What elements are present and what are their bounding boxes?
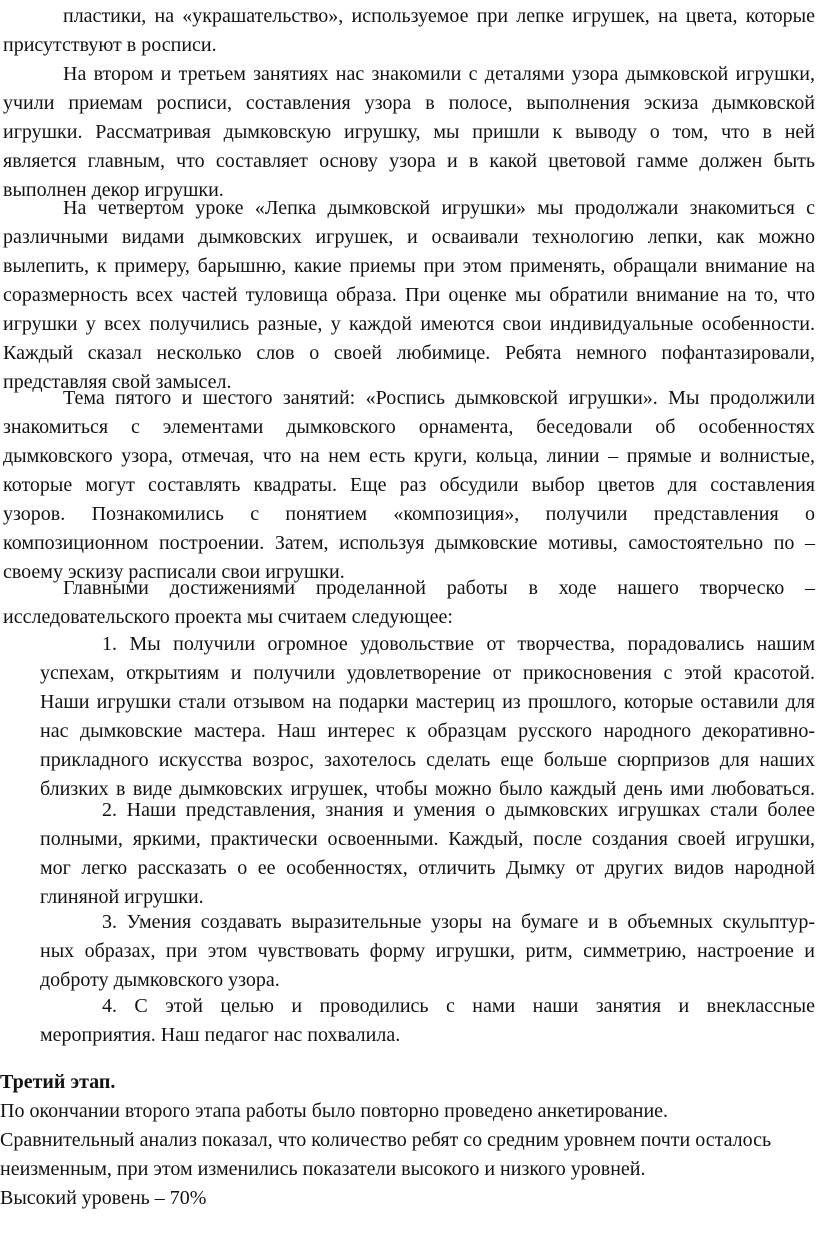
paragraph <box>3 574 815 632</box>
text-line: Наши игрушки стали отзывом на подарки мастериц из прошлого, которые оставили для <box>40 691 815 713</box>
text-line: которые могут составлять квадраты. Еще раз обсудили выбор цветов для составления <box>3 474 815 496</box>
text-line: исследовательского проекта мы считаем следующее: <box>3 606 453 628</box>
text-line: различными видами дымковских игрушек, и осваивали технологию лепки, как можно <box>3 226 815 248</box>
text-line: На втором и третьем занятиях нас знакомили с деталями узора дымковской игрушки, <box>63 63 815 85</box>
list-item <box>3 796 815 912</box>
text-line: полными, яркими, практически освоенными. Каждый, после создания своей игрушки, <box>40 828 815 850</box>
text-line: узоров. Познакомились с понятием «композиция», получили представления о <box>3 503 815 525</box>
text-line: вылепить, к примеру, барышню, какие приемы при этом применять, обращали внимание на <box>3 255 815 277</box>
text-line: мероприятия. Наш педагог нас похвалила. <box>40 1024 401 1046</box>
text-line: игрушки. Рассматривая дымковскую игрушку, мы пришли к выводу о том, что в ней <box>3 121 815 143</box>
text-line: Тема пятого и шестого занятий: «Роспись дымковской игрушки». Мы продолжили <box>63 387 815 409</box>
text-line: Сравнительный анализ показал, что количество ребят со средним уровнем почти осталось <box>0 1129 772 1151</box>
list-item <box>3 992 815 1050</box>
text-line: 1. Мы получили огромное удовольствие от творчества, порадовались нашим <box>102 633 815 655</box>
text-line: композиционном построении. Затем, используя дымковские мотивы, самостоятельно по – <box>3 532 815 554</box>
paragraph-continuation <box>3 2 815 60</box>
text-line: игрушки у всех получились разные, у каждой имеются свои индивидуальные особенности. <box>3 313 815 335</box>
paragraph <box>3 60 815 205</box>
text-line: 3. Умения создавать выразительные узоры на бумаге и в объемных скульптур- <box>102 911 815 933</box>
text-line: Каждый сказал несколько слов о своей любимице. Ребята немного пофантазировали, <box>3 342 815 364</box>
text-line: знакомиться с элементами дымковского орнамента, беседовали об особенностях <box>3 416 815 438</box>
paragraph <box>3 194 815 397</box>
text-line: прикладного искусства возрос, захотелось сделать еще больше сюрпризов для наших <box>40 749 815 771</box>
text-line: своему эскизу расписали свои игрушки. <box>3 561 345 583</box>
list-item <box>3 908 815 995</box>
text-line: Высокий уровень – 70% <box>0 1187 207 1209</box>
text-line: мог легко рассказать о ее особенностях, отличить Дымку от других видов народной <box>40 857 815 879</box>
text-line: дымковского узора, отмечая, что на нем есть круги, кольца, линии – прямые и волнистые, <box>3 445 815 467</box>
paragraph <box>3 384 815 587</box>
text-line: присутствуют в росписи. <box>3 34 217 56</box>
text-line: доброту дымковского узора. <box>40 969 280 991</box>
text-line: представляя свой замысел. <box>3 371 232 393</box>
text-line: близких в виде дымковских игрушек, чтобы можно было каждый день ими любоваться. <box>40 778 815 800</box>
text-line: является главным, что составляет основу узора и в какой цветовой гамме должен быть <box>3 150 815 172</box>
list-item <box>3 630 815 804</box>
text-line: выполнен декор игрушки. <box>3 179 224 201</box>
text-line: глиняной игрушки. <box>40 886 204 908</box>
text-line: На четвертом уроке «Лепка дымковской игрушки» мы продолжали знакомиться с <box>63 197 815 219</box>
text-line: пластики, на «украшательство», используемое при лепке игрушек, на цвета, которые <box>63 5 815 27</box>
text-line: По окончании второго этапа работы было повторно проведено анкетирование. <box>0 1100 669 1122</box>
text-line: успехам, открытиям и получили удовлетворение от прикосновения с этой красотой. <box>40 662 815 684</box>
text-line: соразмерность всех частей туловища образа. При оценке мы обратили внимание на то, что <box>3 284 815 306</box>
section-heading: Третий этап. <box>0 1071 116 1093</box>
text-line: 4. С этой целью и проводились с нами наши занятия и внеклассные <box>102 995 815 1017</box>
text-line: 2. Наши представления, знания и умения о дымковских игрушках стали более <box>102 799 815 821</box>
text-line: ных образах, при этом чувствовать форму игрушки, ритм, симметрию, настроение и <box>40 940 815 962</box>
text-line: учили приемам росписи, составления узора в полосе, выполнения эскиза дымковской <box>3 92 815 114</box>
text-line: Главными достижениями проделанной работы в ходе нашего творческо – <box>63 577 815 599</box>
text-line: нас дымковские мастера. Наш интерес к образцам русского народного декоративно- <box>40 720 815 742</box>
text-line: неизменным, при этом изменились показатели высокого и низкого уровней. <box>0 1158 646 1180</box>
